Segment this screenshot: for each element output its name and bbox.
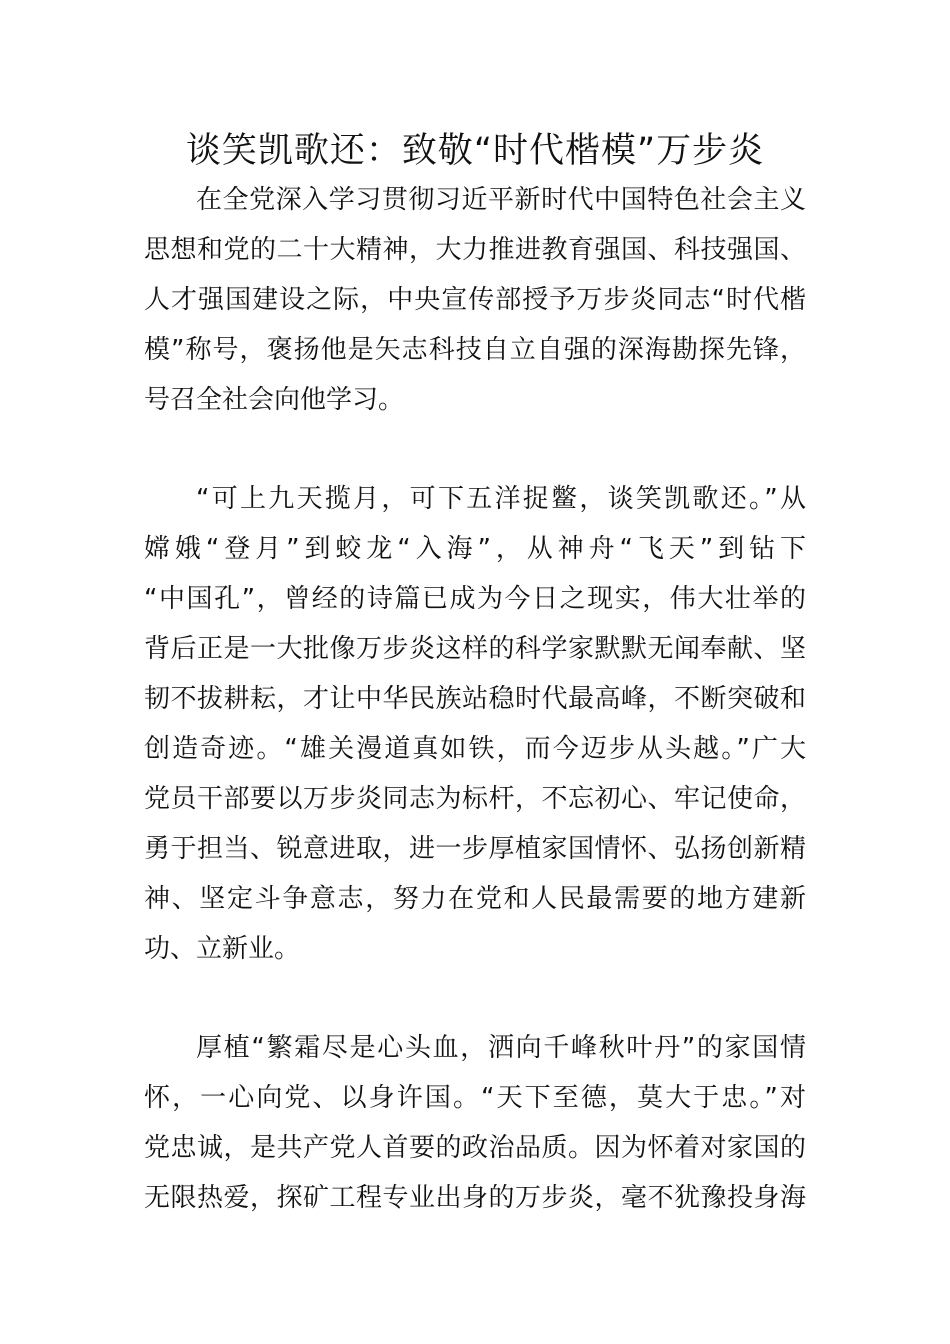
paragraph-line: 人才强国建设之际，中央宣传部授予万步炎同志“时代楷	[144, 285, 806, 315]
paragraph-line: 背后正是一大批像万步炎这样的科学家默默无闻奉献、坚	[144, 634, 806, 664]
paragraph-line: 在全党深入学习贯彻习近平新时代中国特色社会主义	[196, 185, 806, 215]
paragraph-line: 神、坚定斗争意志，努力在党和人民最需要的地方建新	[144, 884, 806, 914]
paragraph-line: 厚植“繁霜尽是心头血，洒向千峰秋叶丹”的家国情	[196, 1033, 806, 1063]
paragraph-line: 怀，一心向党、以身许国。“天下至德，莫大于忠。”对	[144, 1083, 806, 1113]
paragraph-line: 号召全社会向他学习。	[144, 385, 405, 415]
paragraph-line: 功、立新业。	[144, 934, 301, 964]
paragraph-line: 韧不拔耕耘，才让中华民族站稳时代最高峰，不断突破和	[144, 684, 806, 714]
paragraph-line: 模”称号，褒扬他是矢志科技自立自强的深海勘探先锋，	[144, 335, 806, 365]
paragraph-line: 思想和党的二十大精神，大力推进教育强国、科技强国、	[144, 235, 806, 265]
paragraph-line: 党员干部要以万步炎同志为标杆，不忘初心、牢记使命，	[144, 784, 806, 814]
paragraph-line: “可上九天揽月，可下五洋捉鳖，谈笑凯歌还。”从	[196, 484, 806, 514]
paragraph-line: 创造奇迹。“雄关漫道真如铁，而今迈步从头越。”广大	[144, 734, 806, 764]
paragraph-line: 嫦娥“登月”到蛟龙“入海”，从神舟“飞天”到钻下	[144, 534, 806, 564]
paragraph-line: “中国孔”，曾经的诗篇已成为今日之现实，伟大壮举的	[144, 584, 806, 614]
document-title: 谈笑凯歌还：致敬“时代楷模”万步炎	[185, 131, 765, 171]
paragraph-line: 无限热爱，探矿工程专业出身的万步炎，毫不犹豫投身海	[144, 1183, 806, 1213]
paragraph-line: 党忠诚，是共产党人首要的政治品质。因为怀着对家国的	[144, 1133, 806, 1163]
paragraph-line: 勇于担当、锐意进取，进一步厚植家国情怀、弘扬创新精	[144, 834, 806, 864]
